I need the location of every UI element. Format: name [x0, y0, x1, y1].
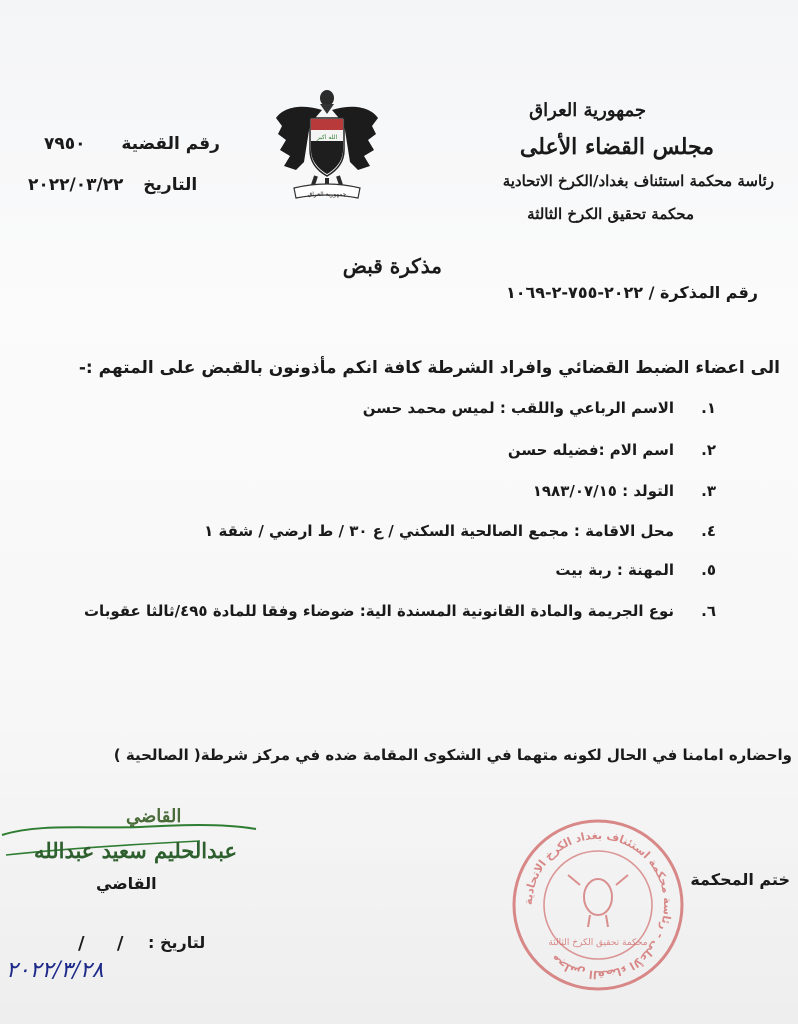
list-item-number: ٥.	[701, 561, 716, 579]
document-title: مذكرة قبض	[342, 254, 442, 278]
case-number	[44, 134, 220, 154]
judge-stamp-title: القاضي	[126, 806, 182, 827]
handwritten-date: ٢٠٢٢/٣/٢٨	[6, 958, 104, 983]
case-date	[28, 175, 197, 195]
seal-inner-text: محكمة تحقيق الكرخ الثالثة	[548, 938, 648, 948]
signature-date-blanks: / /	[78, 933, 124, 954]
case-date-label: التاريخ	[143, 175, 198, 195]
header-presidency: رئاسة محكمة استئناف بغداد/الكرخ الاتحادية	[502, 172, 774, 190]
list-item	[363, 399, 716, 417]
list-item-number: ٦.	[701, 602, 716, 620]
intro-line: الى اعضاء الضبط القضائي وافراد الشرطة كافة انكم مأذونون بالقبض على المتهم :-	[78, 358, 780, 378]
judge-label: القاضي	[96, 874, 157, 893]
header-country: جمهورية العراق	[529, 100, 646, 121]
list-item	[204, 522, 716, 540]
svg-text:الله اكبر: الله اكبر	[316, 134, 338, 141]
closing-line: واحضاره امامنا في الحال لكونه متهما في الشكوى المقامة ضده في مركز شرطة( الصالحية )	[113, 746, 792, 764]
list-item-text: المهنة : ربة بيت	[555, 561, 674, 579]
list-item-text: اسم الام :فضيله حسن	[507, 441, 674, 459]
list-item-text: محل الاقامة : مجمع الصالحية السكني / ع ٣٠ / ط ارضي / شقة ١	[204, 522, 674, 540]
header-council: مجلس القضاء الأعلى	[519, 134, 714, 160]
case-number-label: رقم القضية	[121, 134, 220, 154]
list-item-number: ٣.	[701, 482, 716, 500]
emblem-ribbon-text: جمهورية العراق	[307, 191, 347, 198]
list-item	[533, 482, 716, 500]
list-item-number: ١.	[701, 399, 716, 417]
seal-outer-text: مجلس القضاء الأعلى - رئاسة محكمة استئناف بغداد الكرخ الاتحادية	[521, 828, 675, 982]
court-seal-icon	[508, 815, 688, 995]
list-item-text: التولد : ١٩٨٣/٠٧/١٥	[532, 482, 674, 500]
list-item	[84, 602, 716, 620]
list-item	[508, 441, 716, 459]
signature-date-label: لتاريخ :	[148, 933, 206, 952]
judge-stamp-name: عبدالحليم سعيد عبدالله	[34, 838, 237, 863]
iraq-eagle-emblem-icon	[274, 84, 380, 208]
list-item-number: ٢.	[701, 441, 716, 459]
case-date-value: ٢٠٢٢/٠٣/٢٢	[28, 175, 124, 195]
case-number-value: ٧٩٥٠	[44, 134, 86, 154]
list-item-number: ٤.	[701, 522, 716, 540]
seal-label: ختم المحكمة	[690, 870, 790, 889]
list-item-text: نوع الجريمة والمادة القانونية المسندة الية: ضوضاء وفقا للمادة ٤٩٥/ثالثا عقوبات	[83, 602, 674, 620]
memo-number: رقم المذكرة / ٢٠٢٢-٧٥٥-٢-١٠٦٩	[505, 283, 758, 302]
list-item	[555, 561, 716, 579]
header-court: محكمة تحقيق الكرخ الثالثة	[527, 205, 694, 223]
list-item-text: الاسم الرباعي واللقب : لميس محمد حسن	[362, 399, 674, 417]
